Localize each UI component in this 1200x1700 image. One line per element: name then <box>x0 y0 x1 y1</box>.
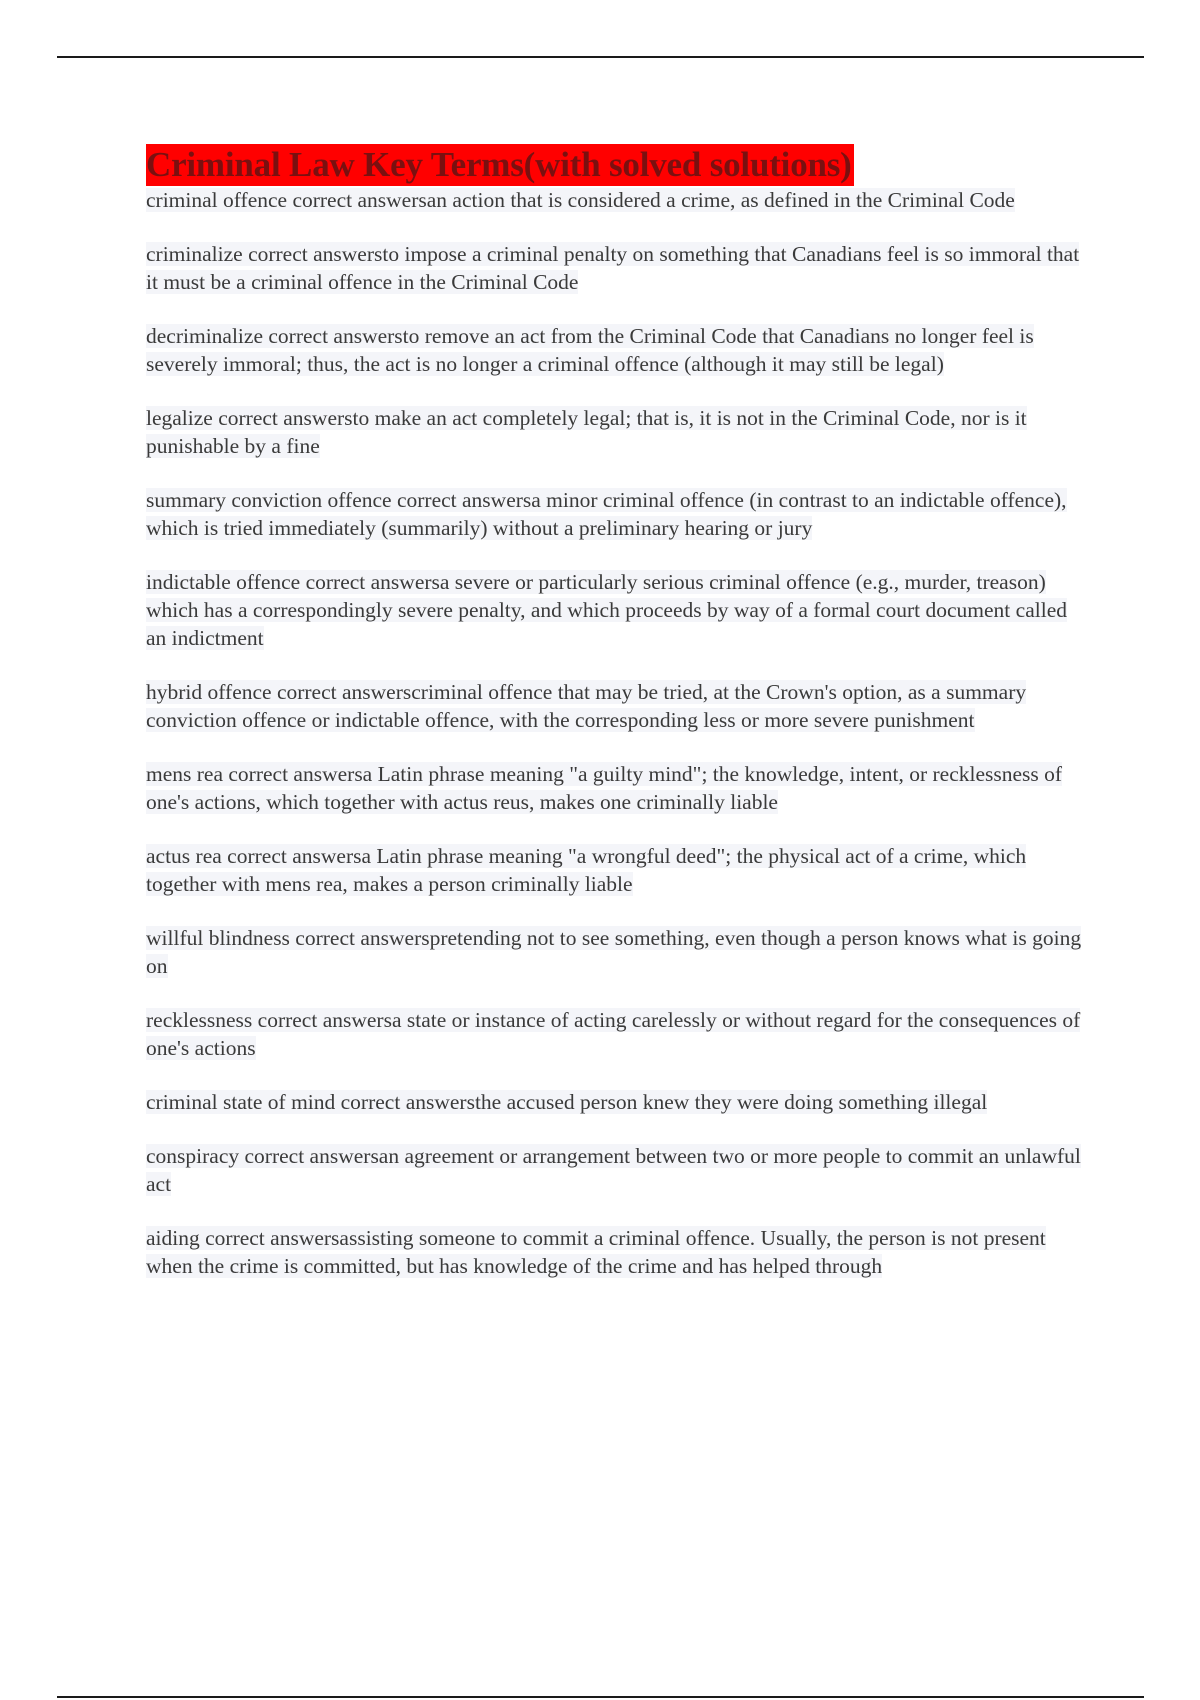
term-text: criminal offence correct answersan action that is considered a crime, as defined in the Criminal Code <box>146 188 1015 212</box>
term-text: hybrid offence correct answerscriminal offence that may be tried, at the Crown's option, as a summary conviction offence or indictable offence, with the corresponding less or more severe punishment <box>146 680 1027 732</box>
term-text: decriminalize correct answersto remove an act from the Criminal Code that Canadians no longer feel is severely immoral; thus, the act is no longer a criminal offence (although it may still be legal) <box>146 324 1034 376</box>
term-text: willful blindness correct answerspretending not to see something, even though a person knows what is going on <box>146 926 1082 978</box>
term-entry <box>146 924 1086 980</box>
term-text: conspiracy correct answersan agreement or arrangement between two or more people to commit an unlawful act <box>146 1144 1081 1196</box>
bottom-rule <box>57 1696 1144 1698</box>
top-rule <box>57 56 1144 58</box>
term-entry <box>146 486 1086 542</box>
term-entry <box>146 568 1086 652</box>
title-block <box>146 144 1086 186</box>
term-text: criminalize correct answersto impose a criminal penalty on something that Canadians feel is so immoral that it must be a criminal offence in the Criminal Code <box>146 242 1080 294</box>
term-entry <box>146 842 1086 898</box>
document-body <box>146 144 1086 1306</box>
term-text: aiding correct answersassisting someone to commit a criminal offence. Usually, the person is not present when the crime is committed, but has knowledge of the crime and has helped through <box>146 1226 1046 1278</box>
document-title: Criminal Law Key Terms(with solved solutions) <box>146 145 852 184</box>
term-text: criminal state of mind correct answersthe accused person knew they were doing something illegal <box>146 1090 988 1114</box>
term-text: summary conviction offence correct answersa minor criminal offence (in contrast to an indictable offence), which is tried immediately (summarily) without a preliminary hearing or jury <box>146 488 1067 540</box>
term-text: legalize correct answersto make an act completely legal; that is, it is not in the Criminal Code, nor is it punishable by a fine <box>146 406 1027 458</box>
term-text: recklessness correct answersa state or instance of acting carelessly or without regard for the consequences of one's actions <box>146 1008 1081 1060</box>
term-entry <box>146 186 1086 214</box>
term-text: indictable offence correct answersa severe or particularly serious criminal offence (e.g., murder, treason) which has a correspondingly severe penalty, and which proceeds by way of a formal court document called an indictment <box>146 570 1067 650</box>
term-entry <box>146 678 1086 734</box>
term-entry <box>146 1088 1086 1116</box>
term-entry <box>146 404 1086 460</box>
term-entry <box>146 322 1086 378</box>
term-entry <box>146 1224 1086 1280</box>
term-entry <box>146 760 1086 816</box>
term-text: actus rea correct answersa Latin phrase meaning "a wrongful deed"; the physical act of a crime, which together with mens rea, makes a person criminally liable <box>146 844 1027 896</box>
term-entry <box>146 1006 1086 1062</box>
term-text: mens rea correct answersa Latin phrase meaning "a guilty mind"; the knowledge, intent, or recklessness of one's actions, which together with actus reus, makes one criminally liable <box>146 762 1063 814</box>
term-entry <box>146 1142 1086 1198</box>
term-entry <box>146 240 1086 296</box>
